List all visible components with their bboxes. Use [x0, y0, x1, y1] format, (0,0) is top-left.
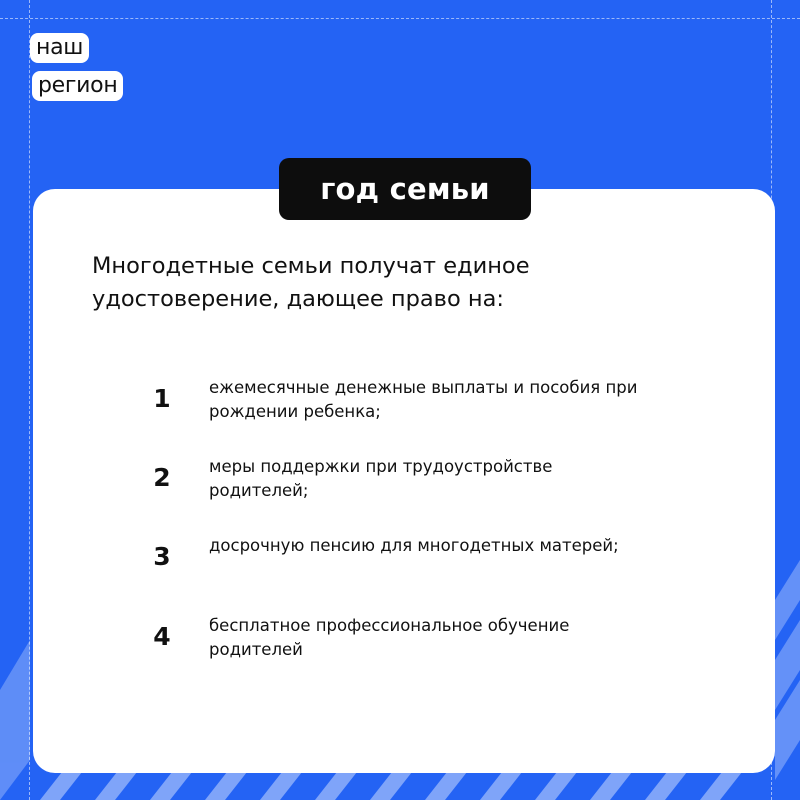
guide-line	[0, 18, 800, 19]
list-item-text: досрочную пенсию для многодетных матерей;	[209, 536, 619, 555]
intro-text: Многодетные семьи получат единое удостоверение, дающее право на:	[92, 253, 530, 312]
logo-line-1: наш	[30, 33, 89, 63]
logo-line-2: регион	[32, 71, 123, 101]
list-item-text: меры поддержки при трудоустройстве родителей;	[209, 457, 553, 500]
list-item-number: 1	[153, 384, 171, 413]
list-item-number: 2	[153, 463, 171, 492]
title-badge-text: год семьи	[320, 172, 490, 206]
guide-line	[29, 0, 30, 800]
title-badge	[279, 158, 531, 220]
list-item-text: бесплатное профессиональное обучение родителей	[209, 616, 570, 659]
list-item-number: 4	[153, 622, 171, 651]
list-item-number: 3	[153, 542, 171, 571]
list-item-text: ежемесячные денежные выплаты и пособия при рождении ребенка;	[209, 378, 638, 421]
